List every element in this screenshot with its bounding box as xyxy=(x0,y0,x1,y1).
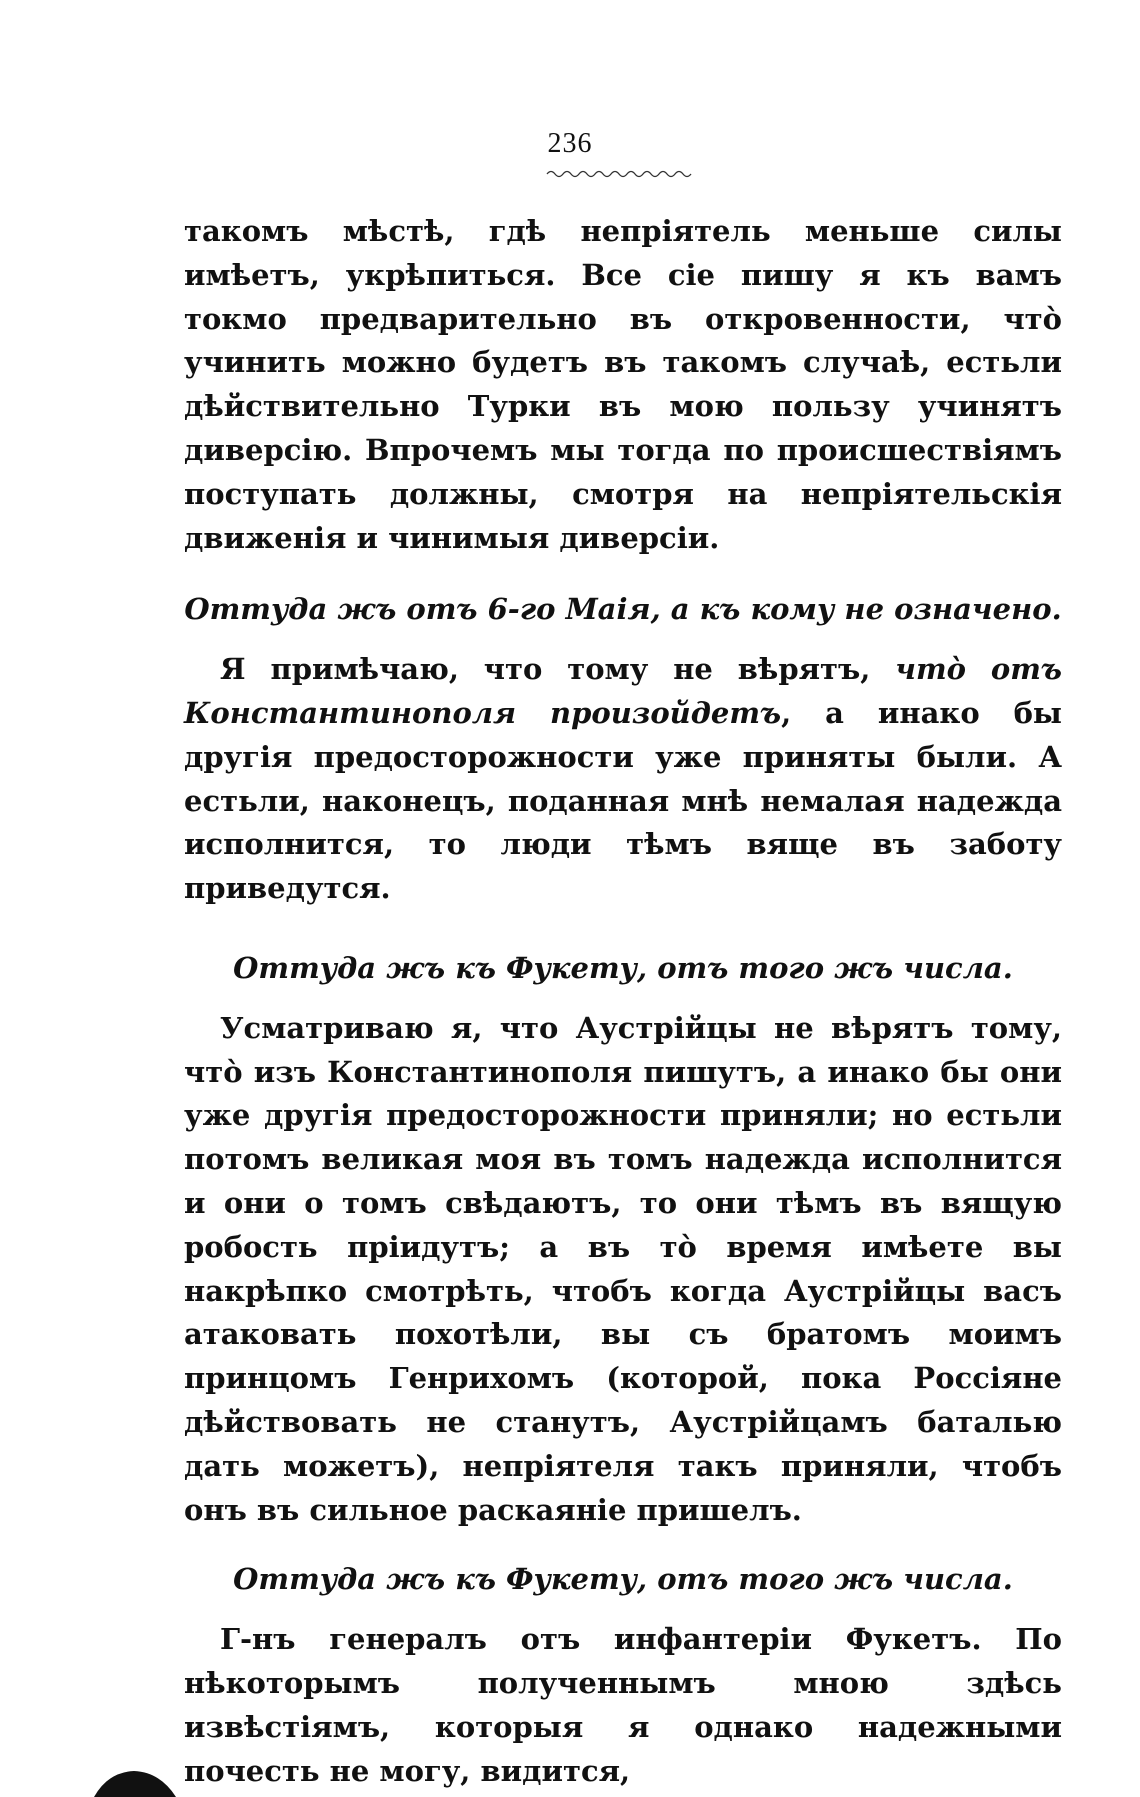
header-ornament xyxy=(545,166,695,180)
paragraph-observation xyxy=(184,648,1062,911)
page-number: 236 xyxy=(547,128,593,159)
letter-heading-to-fouquet-1: Оттуда жъ къ Фукету, отъ того жъ числа. xyxy=(233,950,1013,985)
paragraph-continuation: такомъ мѣстѣ, гдѣ непріятель меньше силы имѣетъ, укрѣпиться. Все сіе пишу я къ вамъ токмо предварительно въ откровенности, чтò учинить можно будетъ въ такомъ случаѣ, естьли дѣйствительно Турки въ мою пользу учинятъ диверсію. Впрочемъ мы тогда по происшествіямъ поступать должны, смотря на непріятельскія движенія и чинимыя диверсіи. xyxy=(184,214,1062,555)
paragraph-general-fouquet: Г-нъ генералъ отъ инфантеріи Фукетъ. По нѣкоторымъ полученнымъ мною здѣсь извѣстіямъ, которыя я однако надежными почесть не могу, видится, xyxy=(184,1622,1062,1788)
page-corner-mark xyxy=(94,1768,176,1797)
paragraph-austrians: Усматриваю я, что Аустрійцы не вѣрятъ тому, чтò изъ Константинополя пишутъ, а инако бы они уже другія предосторожности приняли; но естьли потомъ великая моя въ томъ надежда исполнится и они о томъ свѣдаютъ, то они тѣмъ въ вящую робость пріидутъ; а въ тò время имѣете вы накрѣпко смотрѣть, чтобъ когда Аустрійцы васъ атаковать похотѣли, вы съ братомъ моимъ принцомъ Генрихомъ (которой, пока Россіяне дѣйствовать не станутъ, Аустрійцамъ баталью дать можетъ), непріятеля такъ приняли, чтобъ онъ въ сильное раскаяніе пришелъ. xyxy=(184,1010,1062,1527)
text-column xyxy=(184,210,1062,1793)
letter-heading-to-fouquet-2: Оттуда жъ къ Фукету, отъ того жъ числа. xyxy=(233,1562,1013,1597)
letter-heading-may-6: Оттуда жъ отъ 6-го Маія, а къ кому не означено. xyxy=(184,592,1062,627)
paragraph-observation-end: , а инако бы другія предосторожности уже приняты были. А естьли, наконецъ, поданная мнѣ немалая надежда исполнится, то люди тѣмъ вяще въ заботу приведутся. xyxy=(184,695,1062,906)
paragraph-observation-start: Я примѣчаю, что тому не вѣрятъ, xyxy=(220,652,896,687)
emphasized-quote: чтò отъ Константинополя произойдетъ xyxy=(184,652,1063,730)
